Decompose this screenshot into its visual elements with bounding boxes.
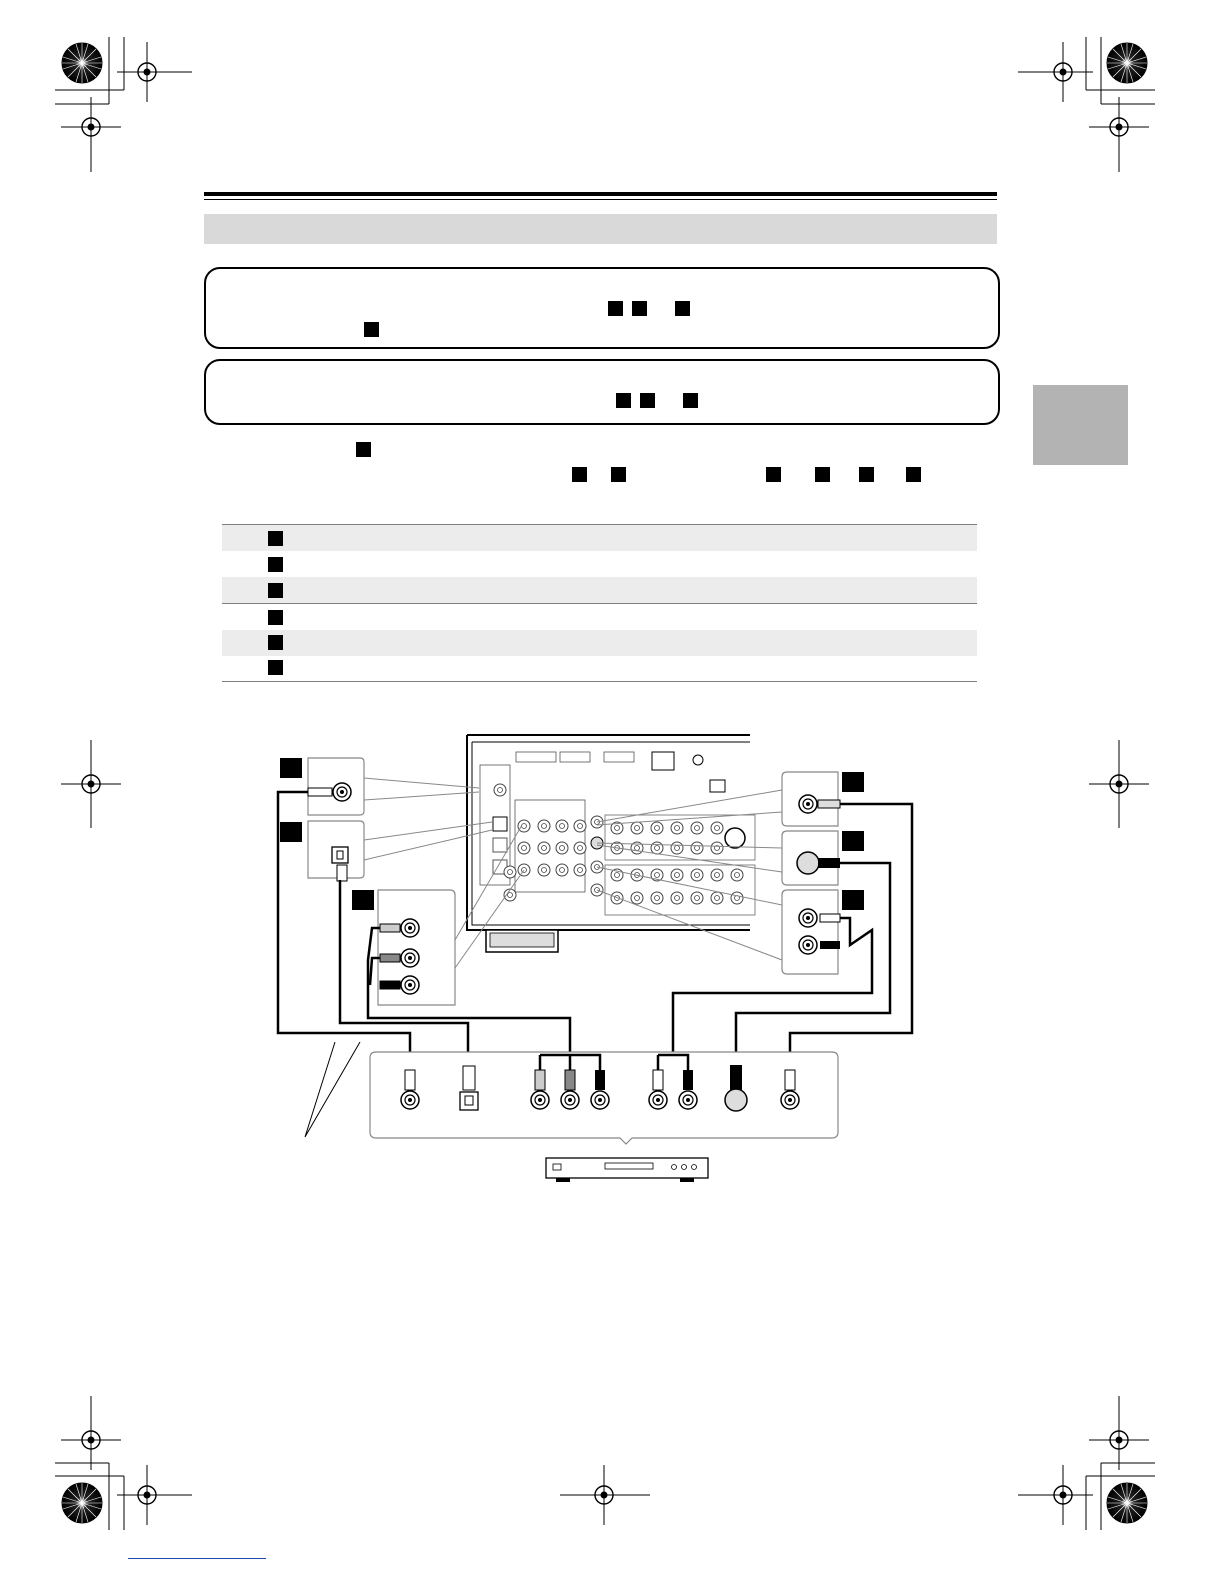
badge-A [608,301,623,316]
intro-badge-3 [611,467,626,482]
callout-A [280,758,302,778]
row-badge [268,610,283,625]
intro-paragraph [204,440,997,485]
section-title-band [204,214,997,244]
row-badge [268,635,283,650]
row-badge [268,583,283,598]
row-badge [268,660,283,675]
badge-C [675,301,690,316]
intro-badge-5 [815,467,830,482]
table-row [222,630,977,656]
intro-badge-7 [906,467,921,482]
table-row [222,525,977,551]
note-box-2 [204,359,1000,425]
callout-B [280,822,302,842]
badge-E [616,393,631,408]
inset-A [280,758,479,815]
callout-F [842,890,864,910]
connection-diagram [260,730,920,1190]
table-row [222,577,977,603]
row-badge [268,531,283,546]
table-row [222,551,977,577]
source-device-panel [305,1042,838,1182]
callout-D [842,772,864,792]
header-rule-thick [204,192,997,196]
footer-link-underline[interactable] [128,1558,266,1559]
row-badge [268,557,283,572]
badge-G [683,393,698,408]
inset-B [280,821,492,881]
badge-F [640,393,655,408]
chapter-side-tab [1033,385,1128,465]
table-row [222,656,977,682]
badge-D [364,322,379,337]
badge-B [632,301,647,316]
intro-badge-1 [356,442,371,457]
callout-E [842,831,864,851]
callout-C [352,890,374,910]
table-row [222,604,977,630]
intro-badge-2 [572,467,587,482]
source-player-icon [546,1158,708,1182]
intro-badge-4 [766,467,781,482]
header-rule-thin [204,199,997,200]
table-bottom-rule [222,681,977,682]
note-box-1 [204,267,1000,349]
intro-badge-6 [859,467,874,482]
